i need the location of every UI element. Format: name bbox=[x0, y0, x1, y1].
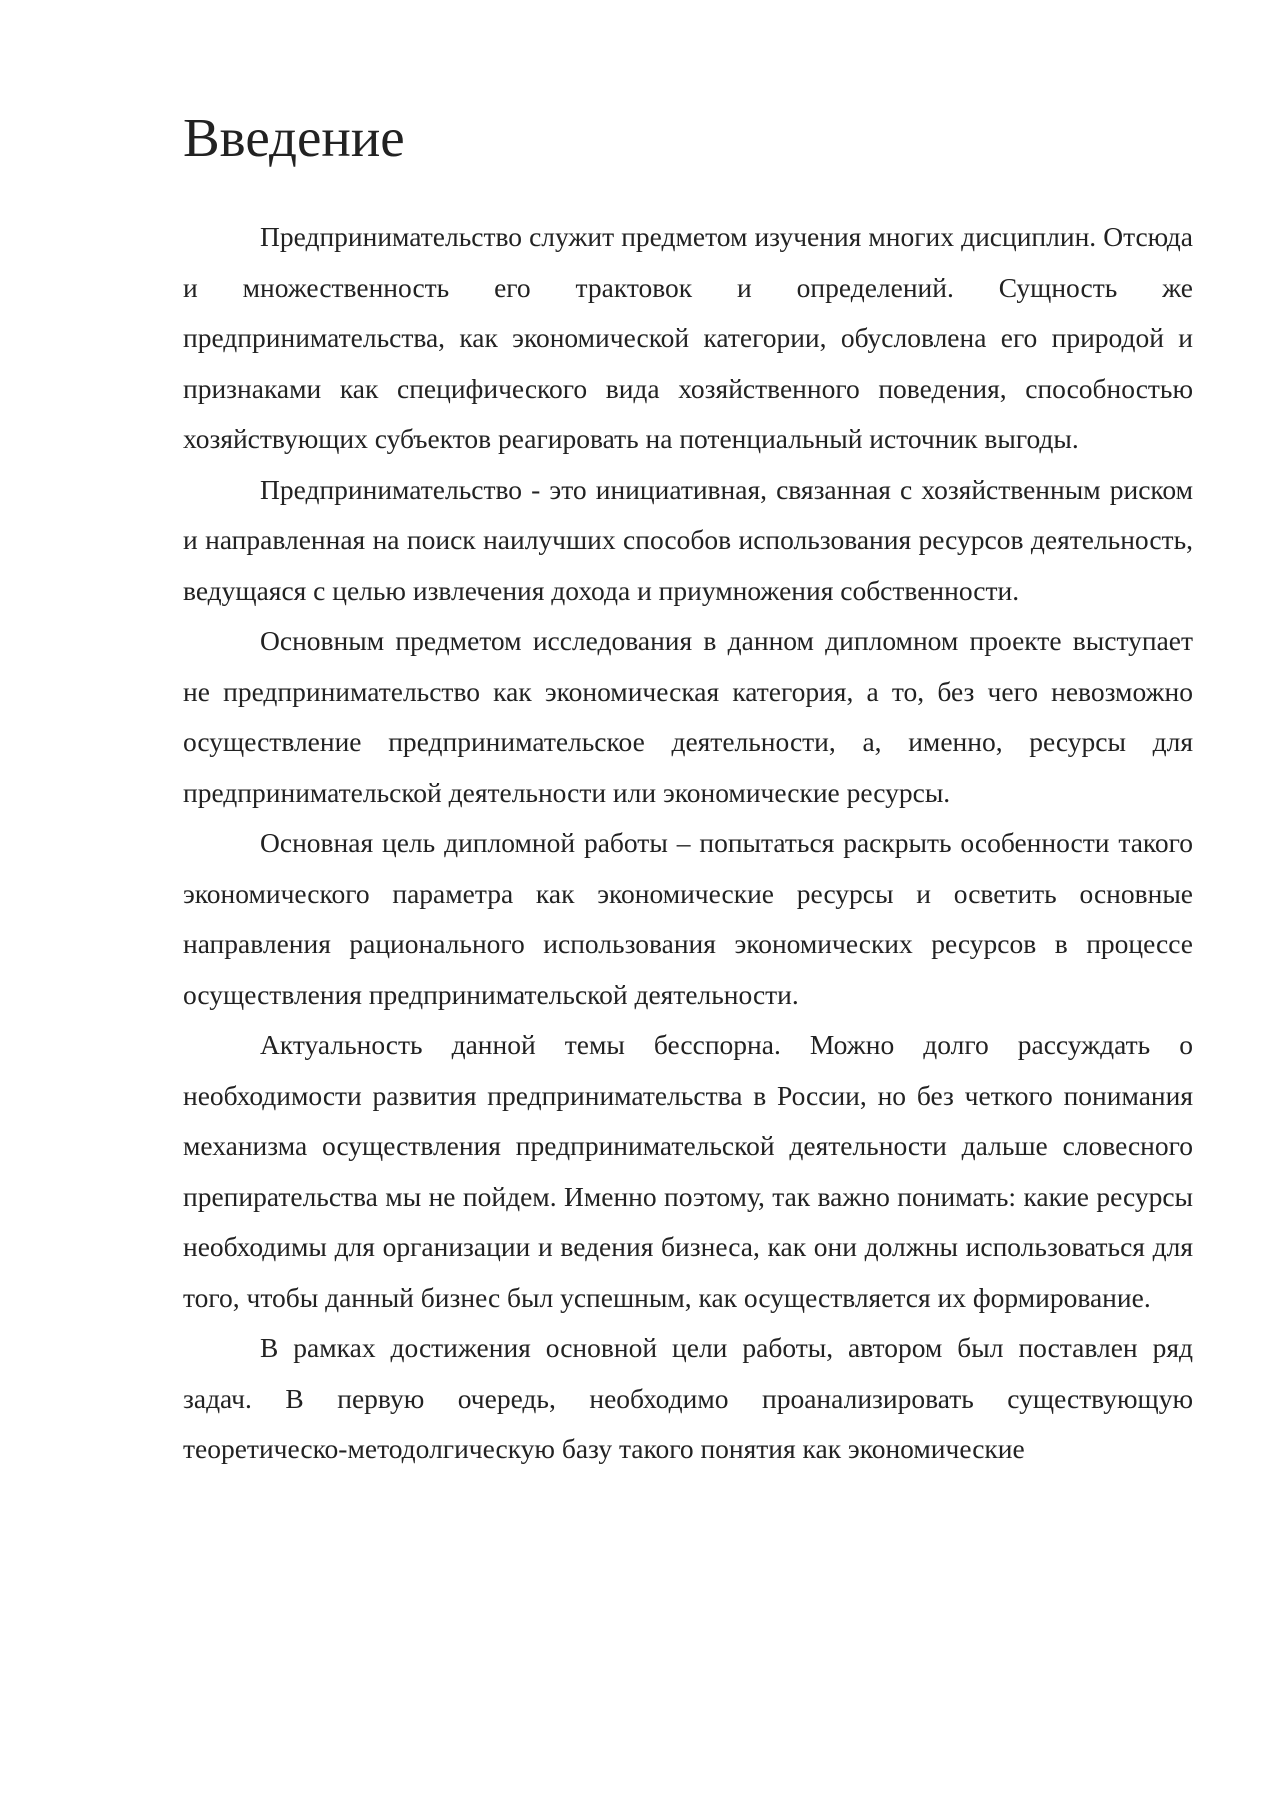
document-page bbox=[183, 107, 1193, 1475]
paragraph-3: Основным предметом исследования в данном дипломном проекте выступает не предпринимательство как экономическая категория, а то, без чего невозможно осуществление предпринимательское деятельности, а, именно, ресурсы для предпринимательской деятельности или экономические ресурсы. bbox=[183, 625, 1193, 808]
section-heading: Введение bbox=[183, 107, 405, 168]
paragraph-2: Предпринимательство - это инициативная, связанная с хозяйственным риском и направленная на поиск наилучших способов использования ресурсов деятельность, ведущаяся с целью извлечения дохода и приумножения собственности. bbox=[183, 473, 1193, 606]
paragraph-1: Предпринимательство служит предметом изучения многих дисциплин. Отсюда и множественность его трактовок и определений. Сущность же предпринимательства, как экономической категории, обусловлена его природой и признаками как специфического вида хозяйственного поведения, способностью хозяйствующих субъектов реагировать на потенциальный источник выгоды. bbox=[183, 221, 1193, 454]
paragraph-6: В рамках достижения основной цели работы, автором был поставлен ряд задач. В первую очередь, необходимо проанализировать существующую теоретическо-методолгическую базу такого понятия как экономические bbox=[183, 1332, 1193, 1464]
paragraph-5: Актуальность данной темы бесспорна. Можно долго рассуждать о необходимости развития предпринимательства в России, но без четкого понимания механизма осуществления предпринимательской деятельности дальше словесного препирательства мы не пойдем. Именно поэтому, так важно понимать: какие ресурсы необходимы для организации и ведения бизнеса, как они должны использоваться для того, чтобы данный бизнес был успешным, как осуществляется их формирование. bbox=[183, 1029, 1193, 1313]
paragraph-4: Основная цель дипломной работы – попытаться раскрыть особенности такого экономического параметра как экономические ресурсы и осветить основные направления рационального использования экономических ресурсов в процессе осуществления предпринимательской деятельности. bbox=[183, 827, 1193, 1010]
